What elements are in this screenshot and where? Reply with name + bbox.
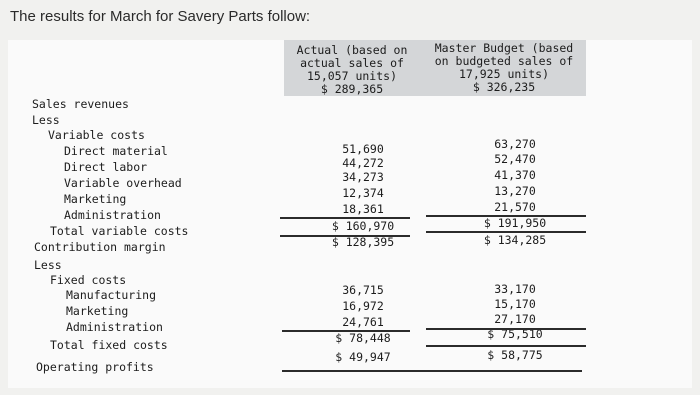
actual-contribution-rule — [280, 235, 410, 237]
budget-fixed-subtotal-rule — [426, 328, 586, 330]
budget-variable-overhead: 41,370 — [494, 168, 536, 182]
intro-text: The results for March for Savery Parts follow: — [10, 8, 311, 25]
actual-direct-material: 51,690 — [342, 142, 384, 156]
budget-fixed-total-rule — [426, 345, 586, 347]
actual-marketing: 12,374 — [342, 186, 384, 200]
label-sales-revenues: Sales revenues — [32, 97, 129, 111]
budget-header-line3: 17,925 units) — [458, 67, 549, 81]
label-fixed-marketing: Marketing — [66, 304, 129, 318]
actual-total-fixed-costs: $ 78,448 — [335, 331, 391, 345]
budget-contribution-margin: $ 134,285 — [483, 233, 547, 247]
budget-manufacturing: 33,170 — [494, 282, 536, 296]
label-total-fixed-costs: Total fixed costs — [50, 338, 168, 352]
label-total-variable-costs: Total variable costs — [50, 224, 189, 238]
actual-variable-overhead: 34,273 — [342, 170, 384, 184]
actual-sales-revenue: $ 289,365 — [320, 82, 384, 96]
budget-variable-subtotal-rule — [426, 215, 586, 217]
budget-direct-labor: 52,470 — [494, 152, 536, 166]
actual-header-line1: Actual (based on — [296, 43, 408, 57]
label-administration: Administration — [64, 208, 161, 222]
label-manufacturing: Manufacturing — [66, 288, 157, 302]
actual-fixed-administration: 24,761 — [342, 315, 384, 329]
budget-marketing: 13,270 — [494, 184, 536, 198]
budget-header-line1: Master Budget (based — [434, 41, 574, 55]
label-less-fixed: Less — [34, 258, 62, 272]
actual-administration: 18,361 — [342, 202, 384, 216]
budget-fixed-marketing: 15,170 — [494, 297, 536, 311]
label-fixed-costs: Fixed costs — [50, 273, 127, 287]
actual-direct-labor: 44,272 — [342, 156, 384, 170]
actual-fixed-marketing: 16,972 — [342, 299, 384, 313]
actual-header-line3: 15,057 units) — [306, 69, 397, 83]
budget-direct-material: 63,270 — [494, 137, 536, 151]
label-variable-overhead: Variable overhead — [64, 176, 182, 190]
budget-administration: 21,570 — [494, 200, 536, 214]
budget-operating-profits: $ 58,775 — [487, 348, 543, 362]
label-fixed-administration: Administration — [66, 320, 163, 334]
actual-manufacturing: 36,715 — [342, 283, 384, 297]
operating-profits-rule — [282, 370, 582, 372]
actual-variable-subtotal-rule — [280, 217, 410, 219]
budget-header — [422, 42, 586, 94]
label-contribution-margin: Contribution margin — [34, 240, 166, 254]
budget-contribution-rule — [426, 231, 586, 233]
budget-header-line2: on budgeted sales of — [434, 54, 574, 68]
budget-sales-revenue: $ 326,235 — [472, 80, 536, 94]
label-less: Less — [32, 113, 60, 127]
actual-contribution-margin: $ 128,395 — [331, 235, 395, 249]
budget-total-fixed-costs: $ 75,510 — [487, 327, 543, 341]
actual-header — [288, 44, 416, 96]
actual-header-line2: actual sales of — [300, 56, 404, 70]
budget-fixed-administration: 27,170 — [494, 312, 536, 326]
budget-total-variable-costs: $ 191,950 — [483, 216, 547, 230]
label-variable-costs: Variable costs — [48, 128, 145, 142]
label-marketing: Marketing — [64, 192, 127, 206]
label-operating-profits: Operating profits — [36, 360, 154, 374]
actual-operating-profits: $ 49,947 — [335, 350, 391, 364]
label-direct-labor: Direct labor — [64, 160, 148, 174]
label-direct-material: Direct material — [64, 144, 168, 158]
actual-total-variable-costs: $ 160,970 — [331, 219, 395, 233]
actual-fixed-subtotal-rule — [282, 330, 410, 332]
